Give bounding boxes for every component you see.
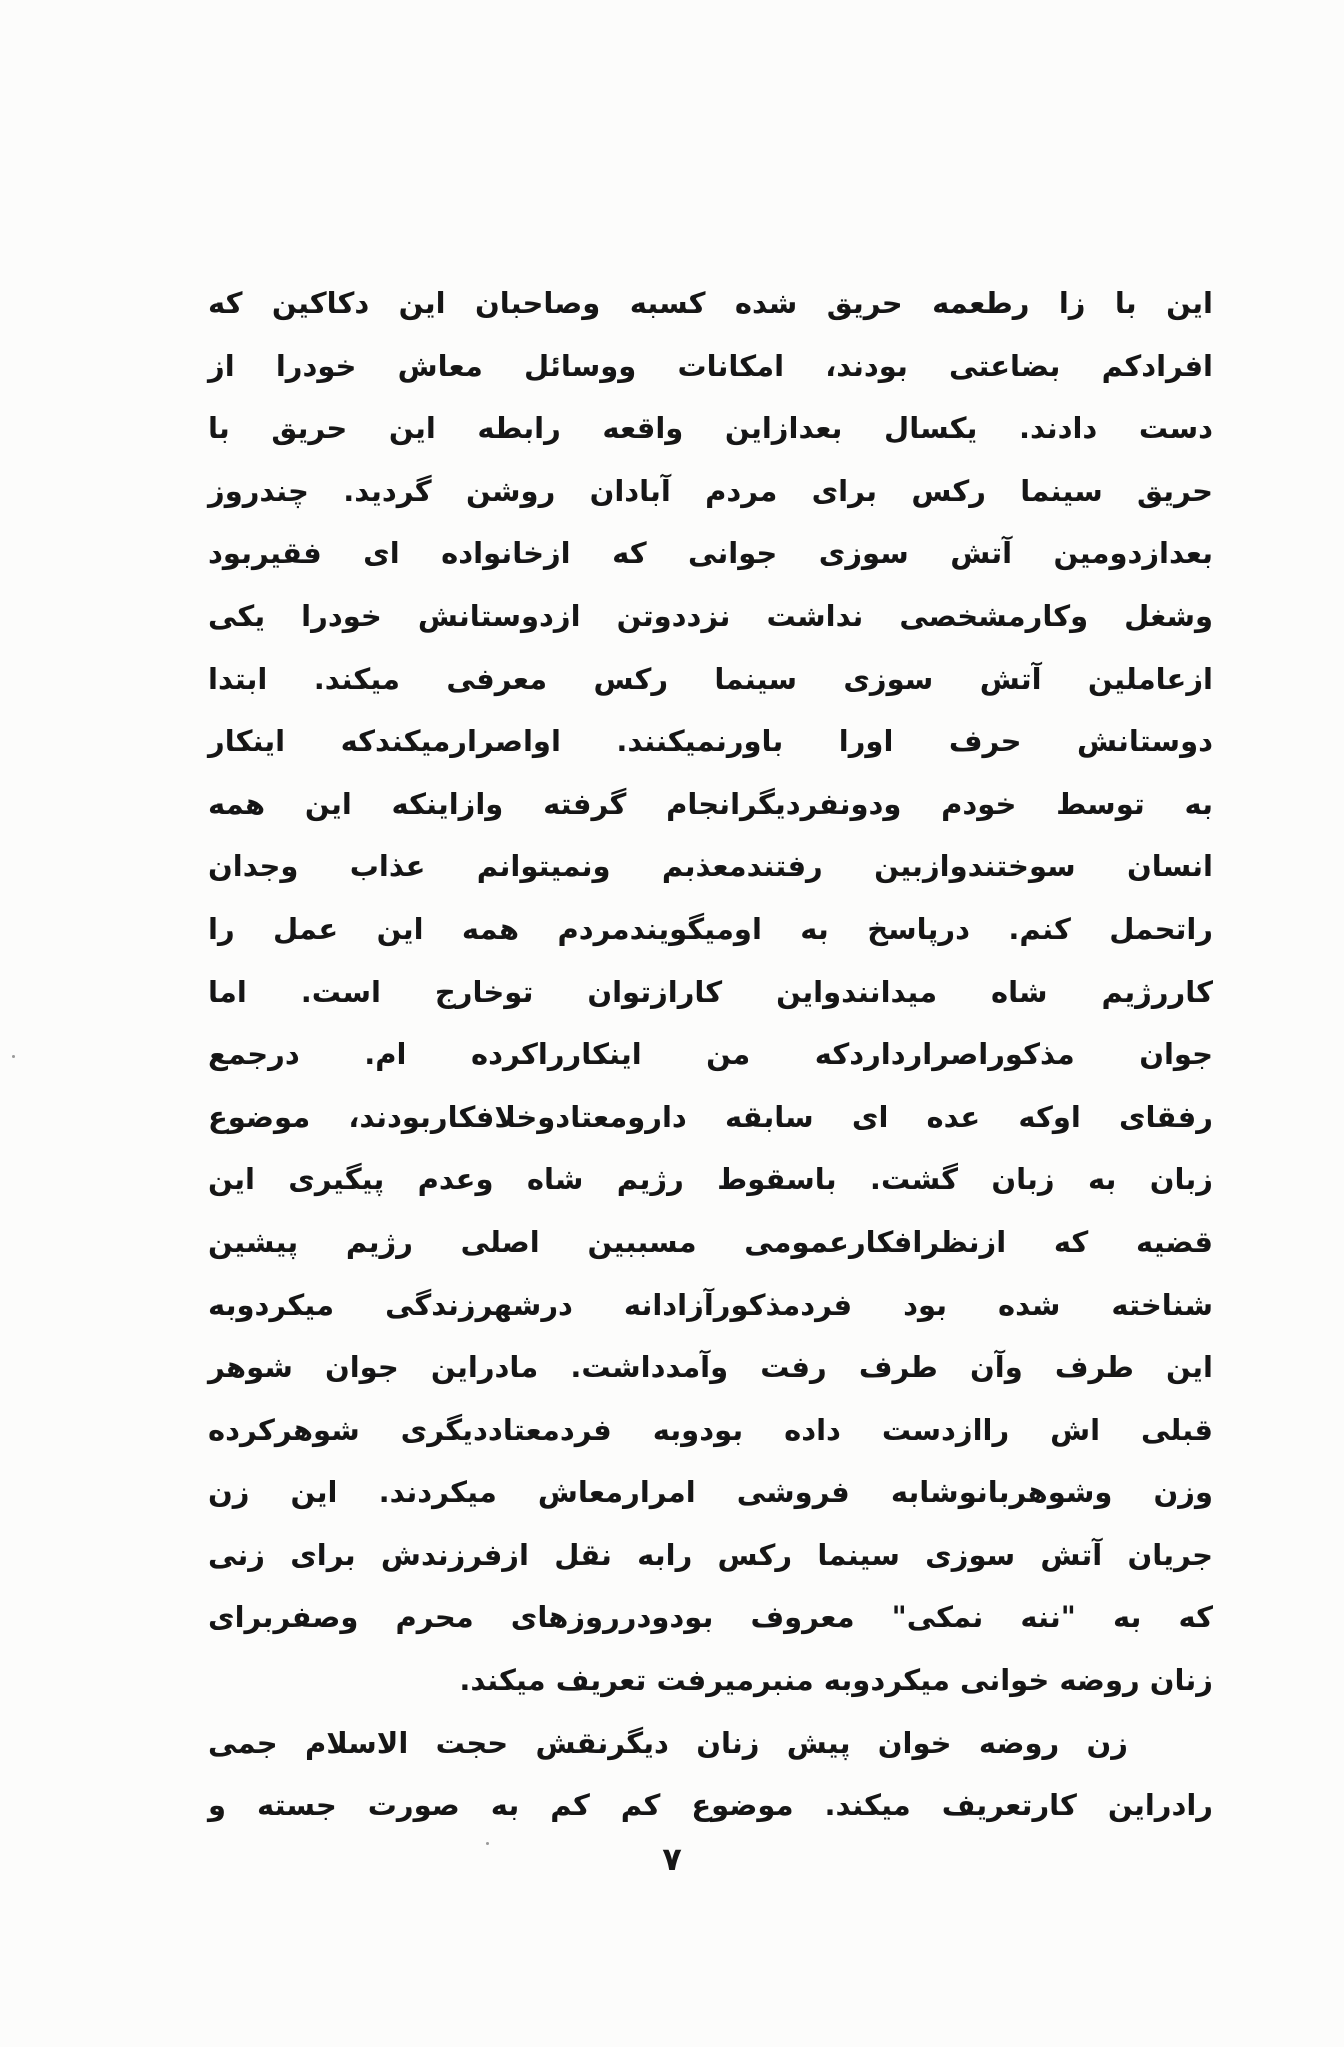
text-line: جوان مذکوراصرارداردکه من اینکارراکرده ام. درجمع	[208, 1037, 1213, 1072]
text-line: رفقای اوکه عده ای سابقه دارومعتادوخلافکاربودند، موضوع	[208, 1099, 1213, 1134]
text-line: قضیه که ازنظرافکارعمومی مسببین اصلی رژیم پیشین	[208, 1224, 1213, 1259]
text-line: وشغل وکارمشخصی نداشت نزددوتن ازدوستانش خودرا یکی	[208, 598, 1213, 633]
text-line: رادراین کارتعریف میکند. موضوع کم کم به صورت جسته و	[208, 1788, 1213, 1823]
text-line: این طرف وآن طرف رفت وآمدداشت. مادراین جوان شوهر	[208, 1350, 1213, 1385]
text-line: وزن وشوهربانوشابه فروشی امرارمعاش میکردند. این زن	[208, 1475, 1213, 1510]
text-line: شناخته شده بود فردمذکورآزادانه درشهرزندگی میکردوبه	[208, 1287, 1213, 1322]
text-line: زبان به زبان گشت. باسقوط رژیم شاه وعدم پیگیری این	[208, 1162, 1213, 1197]
paragraph-end-line: زنان روضه خوانی میکردوبه منبرمیرفت تعریف میکند.	[459, 1663, 1213, 1698]
scan-speck	[486, 1842, 489, 1845]
text-line: دست دادند. یکسال بعدازاین واقعه رابطه این حریق با	[208, 411, 1213, 446]
text-line: این با زا رطعمه حریق شده کسبه وصاحبان این دکاکین که	[208, 286, 1213, 320]
text-line: انسان سوختندوازبین رفتندمعذبم ونمیتوانم عذاب وجدان	[208, 849, 1213, 884]
scan-speck	[12, 1055, 15, 1058]
text-line: قبلی اش راازدست داده بودوبه فردمعتاددیگری شوهرکرده	[208, 1412, 1213, 1447]
text-line: بعدازدومین آتش سوزی جوانی که ازخانواده ای فقیربود	[208, 536, 1213, 571]
page-number: ٧	[662, 1840, 682, 1878]
text-line: جریان آتش سوزی سینما رکس رابه نقل ازفرزندش برای زنی	[208, 1537, 1213, 1572]
text-line: ازعاملین آتش سوزی سینما رکس معرفی میکند. ابتدا	[208, 661, 1213, 696]
text-line: که به "ننه نمکی" معروف بودودرروزهای محرم وصفربرای	[208, 1600, 1213, 1635]
paragraph-start-line: زن روضه خوان پیش زنان دیگرنقش حجت الاسلام جمی	[208, 1725, 1128, 1760]
body-text	[208, 278, 1213, 1843]
text-line: کاررژیم شاه میدانندواین کارازتوان توخارج است. اما	[208, 974, 1213, 1009]
text-line: افرادکم بضاعتی بودند، امکانات ووسائل معاش خودرا از	[208, 348, 1213, 383]
text-line: دوستانش حرف اورا باورنمیکنند. اواصرارمیکندکه اینکار	[208, 724, 1213, 759]
text-line: راتحمل کنم. درپاسخ به اومیگویندمردم همه این عمل را	[208, 911, 1213, 946]
text-line: به توسط خودم ودونفردیگرانجام گرفته وازاینکه این همه	[208, 786, 1213, 821]
text-line: حریق سینما رکس برای مردم آبادان روشن گردید. چندروز	[208, 473, 1213, 508]
